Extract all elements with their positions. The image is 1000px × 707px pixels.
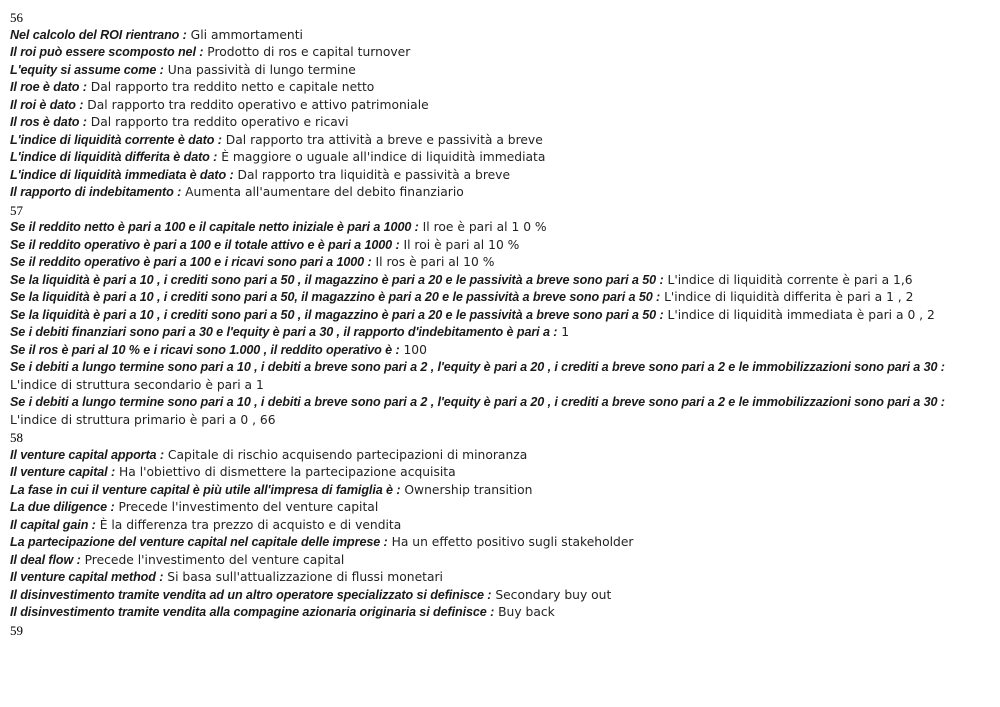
question-text: Il capital gain :	[10, 517, 96, 532]
qa-line	[10, 79, 992, 97]
answer-text: L'indice di struttura primario è pari a 0 , 66	[10, 412, 276, 427]
answer-text: Dal rapporto tra reddito operativo e attivo patrimoniale	[87, 97, 429, 112]
answer-text: Capitale di rischio acquisendo partecipazioni di minoranza	[167, 447, 528, 462]
section-number: 59	[10, 622, 23, 638]
question-text: L'indice di liquidità corrente è dato :	[10, 132, 222, 147]
qa-line	[10, 272, 992, 290]
answer-text: Il roe è pari al 1 0 %	[422, 220, 547, 234]
question-text: Se il ros è pari al 10 % e i ricavi sono 1.000 , il reddito operativo è :	[10, 342, 400, 357]
answer-text: Gli ammortamenti	[190, 27, 303, 42]
qa-line	[10, 604, 992, 622]
answer-text: 1	[561, 325, 570, 339]
answer-text: L'indice di struttura secondario è pari a 1	[10, 377, 264, 392]
qa-line	[10, 237, 992, 255]
qa-line	[10, 499, 992, 517]
qa-line	[10, 27, 992, 45]
qa-line	[10, 534, 992, 552]
answer-text: Ha un effetto positivo sugli stakeholder	[391, 535, 634, 549]
question-text: Se i debiti a lungo termine sono pari a 10 , i debiti a breve sono pari a 2 , l'equity è pari a 20 , i crediti a breve sono pari a 2 e le immobilizzazioni sono pari a 30 :	[10, 360, 945, 374]
answer-text: Precede l'investimento del venture capital	[84, 552, 345, 567]
question-text: Il roe è dato :	[10, 80, 87, 94]
qa-line	[10, 184, 992, 202]
qa-line	[10, 167, 992, 185]
question-text: Il disinvestimento tramite vendita alla compagine azionaria originaria si definisce :	[10, 605, 495, 619]
question-text: Se il reddito netto è pari a 100 e il capitale netto iniziale è pari a 1000 :	[10, 220, 419, 234]
qa-line	[10, 394, 992, 429]
qa-line	[10, 97, 992, 115]
answer-text: Buy back	[498, 605, 555, 619]
answer-text: 100	[403, 342, 427, 357]
question-text: Il deal flow :	[10, 552, 81, 567]
qa-line	[10, 359, 992, 394]
answer-text: Secondary buy out	[495, 587, 612, 602]
question-text: L'indice di liquidità immediata è dato :	[10, 167, 234, 182]
question-text: L'equity si assume come :	[10, 62, 164, 77]
question-text: Se la liquidità è pari a 10 , i crediti sono pari a 50, il magazzino è pari a 20 e le passività a breve sono pari a 50 :	[10, 290, 661, 304]
qa-line	[10, 149, 992, 167]
question-text: Il venture capital method :	[10, 570, 164, 584]
answer-text: Si basa sull'attualizzazione di flussi monetari	[167, 570, 443, 584]
question-text: Il venture capital apporta :	[10, 447, 164, 462]
answer-text: Dal rapporto tra attività a breve e passività a breve	[225, 132, 543, 147]
question-text: La fase in cui il venture capital è più utile all'impresa di famiglia è :	[10, 482, 401, 497]
qa-line	[10, 587, 992, 605]
answer-text: Il ros è pari al 10 %	[375, 255, 495, 269]
answer-text: Ha l'obiettivo di dismettere la partecipazione acquisita	[119, 465, 456, 479]
question-text: L'indice di liquidità differita è dato :	[10, 150, 218, 164]
answer-text: È maggiore o uguale all'indice di liquidità immediata	[221, 150, 546, 164]
qa-line	[10, 464, 992, 482]
qa-line	[10, 132, 992, 150]
qa-line	[10, 114, 992, 132]
question-text: Se i debiti finanziari sono pari a 30 e l'equity è pari a 30 , il rapporto d'indebitamento è pari a :	[10, 325, 558, 339]
question-text: La partecipazione del venture capital nel capitale delle imprese :	[10, 535, 388, 549]
section-number: 57	[10, 202, 23, 218]
section-number: 58	[10, 430, 23, 445]
qa-line	[10, 62, 992, 80]
question-text: Il rapporto di indebitamento :	[10, 185, 182, 199]
question-text: Se la liquidità è pari a 10 , i crediti sono pari a 50 , il magazzino è pari a 20 e le passività a breve sono pari a 50 :	[10, 307, 664, 322]
answer-text: L'indice di liquidità corrente è pari a 1,6	[667, 272, 913, 287]
question-text: La due diligence :	[10, 500, 115, 514]
answer-text: Il roi è pari al 10 %	[403, 237, 520, 252]
question-text: Se il reddito operativo è pari a 100 e i ricavi sono pari a 1000 :	[10, 255, 372, 269]
question-text: Il disinvestimento tramite vendita ad un altro operatore specializzato si definisce :	[10, 587, 492, 602]
qa-line	[10, 569, 992, 587]
qa-line	[10, 342, 992, 360]
qa-line	[10, 219, 992, 237]
qa-line	[10, 289, 992, 307]
section-number: 56	[10, 10, 23, 25]
answer-text: Dal rapporto tra reddito operativo e ricavi	[90, 115, 349, 129]
qa-line	[10, 447, 992, 465]
answer-text: Dal rapporto tra liquidità e passività a breve	[237, 167, 511, 182]
qa-line	[10, 482, 992, 500]
question-text: Nel calcolo del ROI rientrano :	[10, 27, 187, 42]
answer-text: Aumenta all'aumentare del debito finanziario	[185, 185, 464, 199]
qa-line	[10, 307, 992, 325]
answer-text: L'indice di liquidità immediata è pari a 0 , 2	[667, 307, 935, 322]
document-page	[10, 9, 992, 639]
question-text: Se i debiti a lungo termine sono pari a 10 , i debiti a breve sono pari a 2 , l'equity è pari a 20 , i crediti a breve sono pari a 2 e le immobilizzazioni sono pari a 30 :	[10, 395, 945, 409]
answer-text: Dal rapporto tra reddito netto e capitale netto	[90, 80, 375, 94]
question-text: Il venture capital :	[10, 465, 116, 479]
answer-text: Ownership transition	[404, 482, 533, 497]
qa-line	[10, 254, 992, 272]
qa-line	[10, 552, 992, 570]
answer-text: Precede l'investimento del venture capital	[118, 500, 379, 514]
question-text: Il roi può essere scomposto nel :	[10, 45, 204, 59]
question-text: Se la liquidità è pari a 10 , i crediti sono pari a 50 , il magazzino è pari a 20 e le passività a breve sono pari a 50 :	[10, 272, 664, 287]
question-text: Se il reddito operativo è pari a 100 e il totale attivo e è pari a 1000 :	[10, 237, 400, 252]
answer-text: Una passività di lungo termine	[167, 62, 356, 77]
answer-text: L'indice di liquidità differita è pari a 1 , 2	[664, 290, 914, 304]
qa-line	[10, 44, 992, 62]
qa-line	[10, 517, 992, 535]
answer-text: Prodotto di ros e capital turnover	[207, 45, 411, 59]
question-text: Il ros è dato :	[10, 115, 87, 129]
answer-text: È la differenza tra prezzo di acquisto e di vendita	[99, 517, 402, 532]
question-text: Il roi è dato :	[10, 97, 84, 112]
qa-line	[10, 324, 992, 342]
